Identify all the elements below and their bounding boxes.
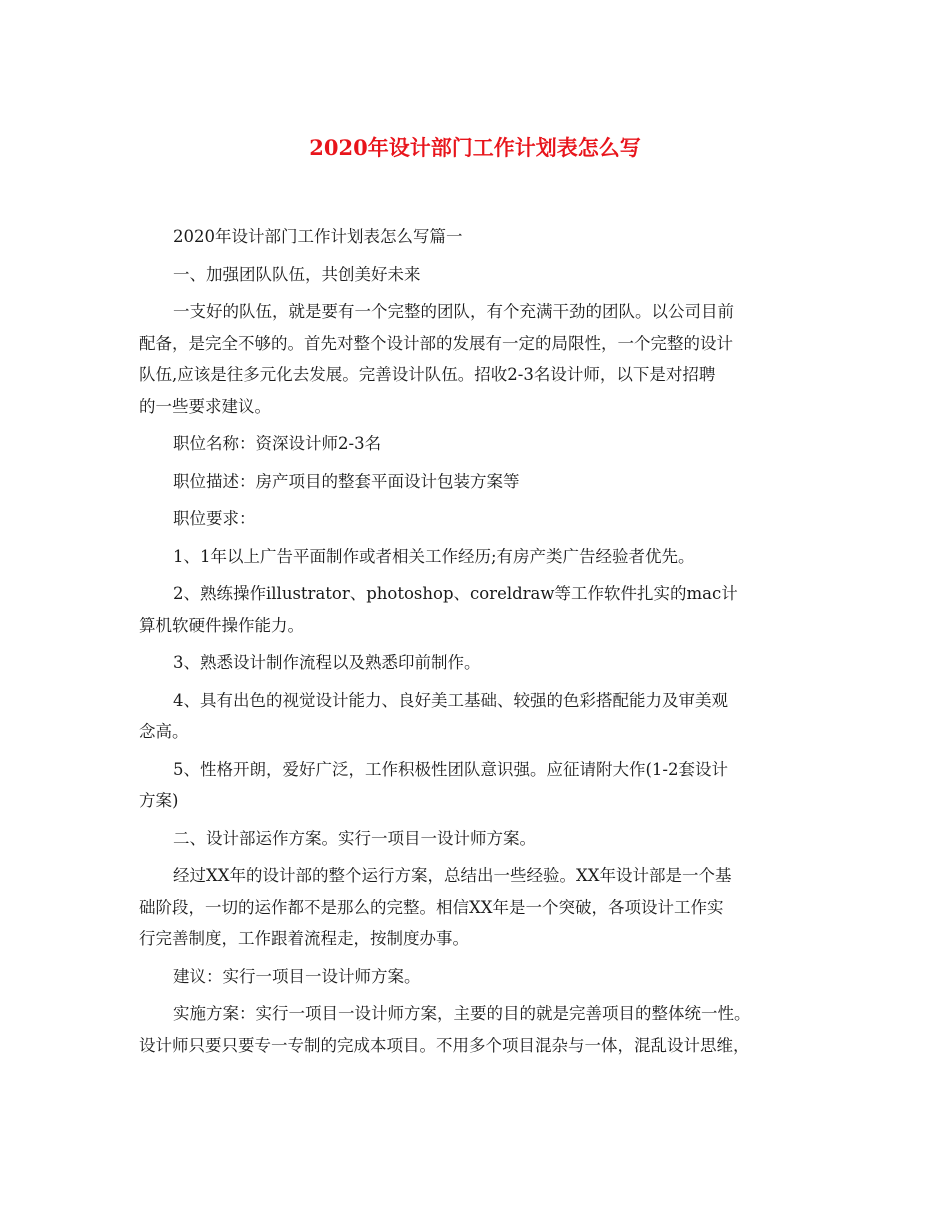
paragraph-line: 行完善制度，工作跟着流程走，按制度办事。: [139, 929, 469, 948]
paragraph-line: 5、性格开朗，爱好广泛，工作积极性团队意识强。应征请附大作(1-2套设计: [173, 759, 729, 779]
paragraph: [139, 578, 835, 641]
paragraph-line: 建议：实行一项目一设计师方案。: [173, 966, 421, 986]
paragraph: [139, 221, 835, 253]
paragraph-line: 职位要求：: [173, 509, 256, 528]
paragraph-line: 2020年设计部门工作计划表怎么写篇一: [173, 227, 463, 246]
paragraph-line: 二、设计部运作方案。实行一项目一设计师方案。: [173, 828, 536, 848]
paragraph: [139, 541, 835, 573]
paragraph: [139, 998, 835, 1061]
paragraph: [139, 503, 835, 535]
paragraph-line: 队伍,应该是往多元化去发展。完善设计队伍。招收2-3名设计师，以下是对招聘: [139, 365, 716, 384]
paragraph-line: 的一些要求建议。: [139, 396, 271, 416]
paragraph-line: 实施方案：实行一项目一设计师方案，主要的目的就是完善项目的整体统一性。: [173, 1004, 751, 1023]
paragraph-line: 1、1年以上广告平面制作或者相关工作经历;有房产类广告经验者优先。: [173, 546, 695, 566]
paragraph-line: 3、熟悉设计制作流程以及熟悉印前制作。: [173, 653, 481, 672]
paragraph-line: 一、加强团队队伍，共创美好未来: [173, 264, 421, 284]
document-body: [139, 221, 835, 1067]
paragraph-line: 念高。: [139, 722, 189, 741]
paragraph: [139, 466, 835, 498]
paragraph: [139, 961, 835, 993]
paragraph-line: 础阶段，一切的运作都不是那么的完整。相信XX年是一个突破，各项设计工作实: [139, 897, 724, 917]
paragraph: [139, 259, 835, 291]
paragraph-line: 算机软硬件操作能力。: [139, 615, 304, 635]
paragraph: [139, 860, 835, 955]
paragraph-line: 设计师只要只要专一专制的完成本项目。不用多个项目混杂与一体，混乱设计思维，: [139, 1035, 750, 1055]
paragraph: [139, 296, 835, 422]
paragraph-line: 配备，是完全不够的。首先对整个设计部的发展有一定的局限性，一个完整的设计: [139, 333, 733, 353]
paragraph-line: 经过XX年的设计部的整个运行方案，总结出一些经验。XX年设计部是一个基: [173, 866, 732, 885]
paragraph: [139, 428, 835, 460]
paragraph-line: 方案): [139, 791, 179, 810]
paragraph-line: 职位名称：资深设计师2-3名: [173, 434, 382, 453]
paragraph: [139, 685, 835, 748]
paragraph-line: 一支好的队伍，就是要有一个完整的团队，有个充满干劲的团队。以公司目前: [173, 302, 734, 321]
paragraph-line: 4、具有出色的视觉设计能力、良好美工基础、较强的色彩搭配能力及审美观: [173, 690, 728, 710]
paragraph-line: 职位描述：房产项目的整套平面设计包装方案等: [173, 471, 520, 491]
paragraph: [139, 754, 835, 817]
paragraph: [139, 647, 835, 679]
document-title: 2020年设计部门工作计划表怎么写: [309, 135, 641, 160]
paragraph-line: 2、熟练操作illustrator、photoshop、coreldraw等工作软件扎实的mac计: [173, 584, 738, 603]
paragraph: [139, 823, 835, 855]
